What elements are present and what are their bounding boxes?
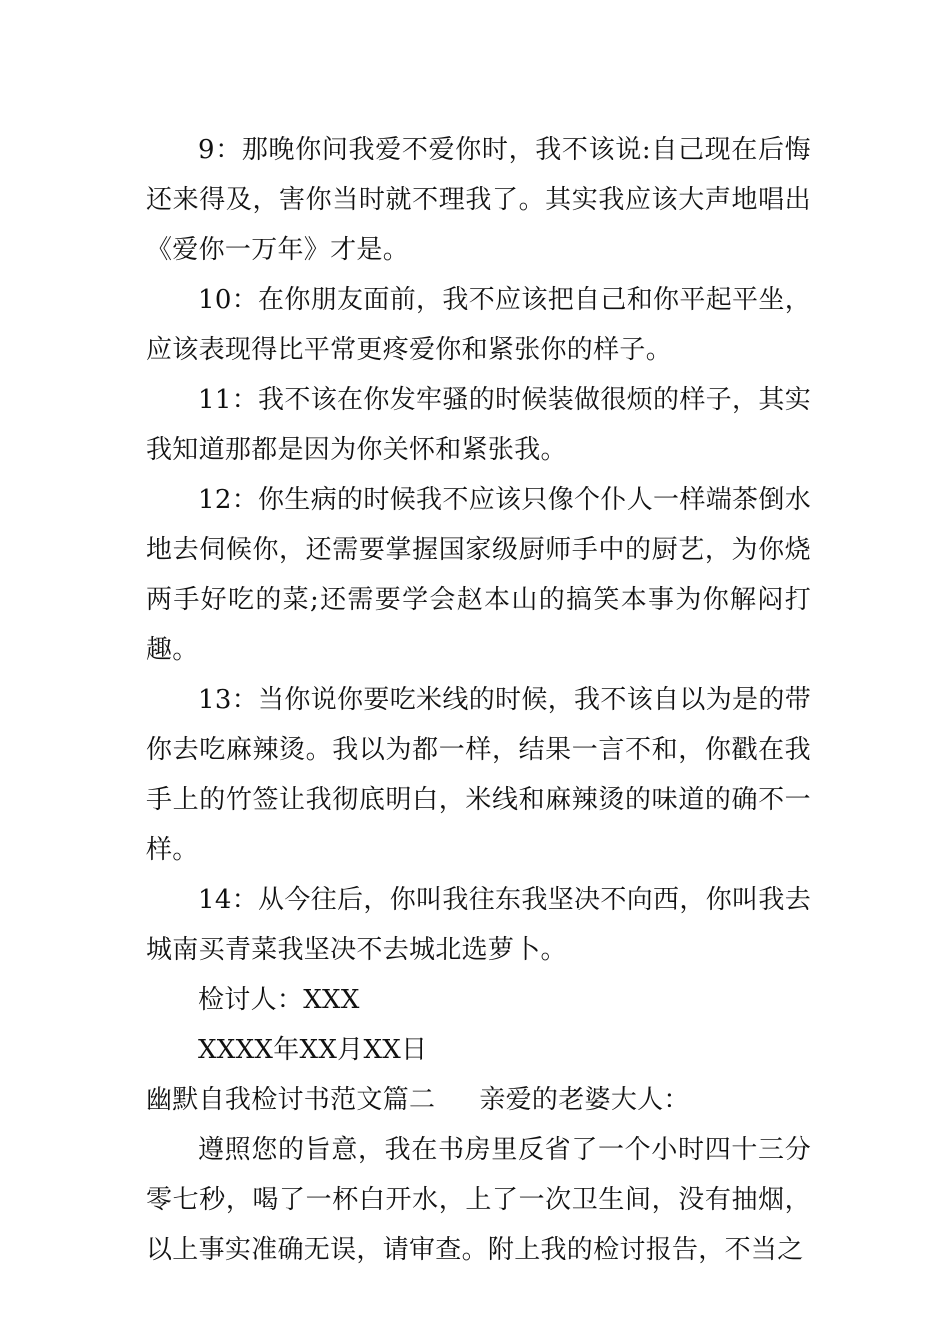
paragraph-item-14: 14：从今往后，你叫我往东我坚决不向西，你叫我去城南买青菜我坚决不去城北选萝卜。 <box>146 885 811 965</box>
salutation: 亲爱的老婆大人： <box>479 1085 690 1115</box>
signature-date: XXXX年XX月XX日 <box>198 1035 428 1065</box>
paragraph-item-11: 11：我不该在你发牢骚的时候装做很烦的样子，其实我知道那都是因为你关怀和紧张我。 <box>146 385 811 465</box>
section-heading-line <box>146 1075 811 1125</box>
document-body <box>146 125 811 1275</box>
paragraph-item-9: 9：那晚你问我爱不爱你时，我不该说:自己现在后悔还来得及，害你当时就不理我了。其实我应该大声地唱出《爱你一万年》才是。 <box>146 135 811 265</box>
paragraph-item-12: 12：你生病的时候我不应该只像个仆人一样端茶倒水地去伺候你，还需要掌握国家级厨师手中的厨艺，为你烧两手好吃的菜;还需要学会赵本山的搞笑本事为你解闷打趣。 <box>146 485 811 665</box>
section-title: 幽默自我检讨书范文篇二 <box>146 1085 436 1115</box>
body-paragraph: 遵照您的旨意，我在书房里反省了一个小时四十三分零七秒，喝了一杯白开水，上了一次卫生间，没有抽烟，以上事实准确无误，请审查。附上我的检讨报告，不当之 <box>146 1135 811 1265</box>
signature-reviewer: 检讨人：XXX <box>198 985 360 1015</box>
paragraph-item-10: 10：在你朋友面前，我不应该把自己和你平起平坐，应该表现得比平常更疼爱你和紧张你的样子。 <box>146 285 811 365</box>
paragraph-item-13: 13：当你说你要吃米线的时候，我不该自以为是的带你去吃麻辣烫。我以为都一样，结果一言不和，你戳在我手上的竹签让我彻底明白，米线和麻辣烫的味道的确不一样。 <box>146 685 811 865</box>
